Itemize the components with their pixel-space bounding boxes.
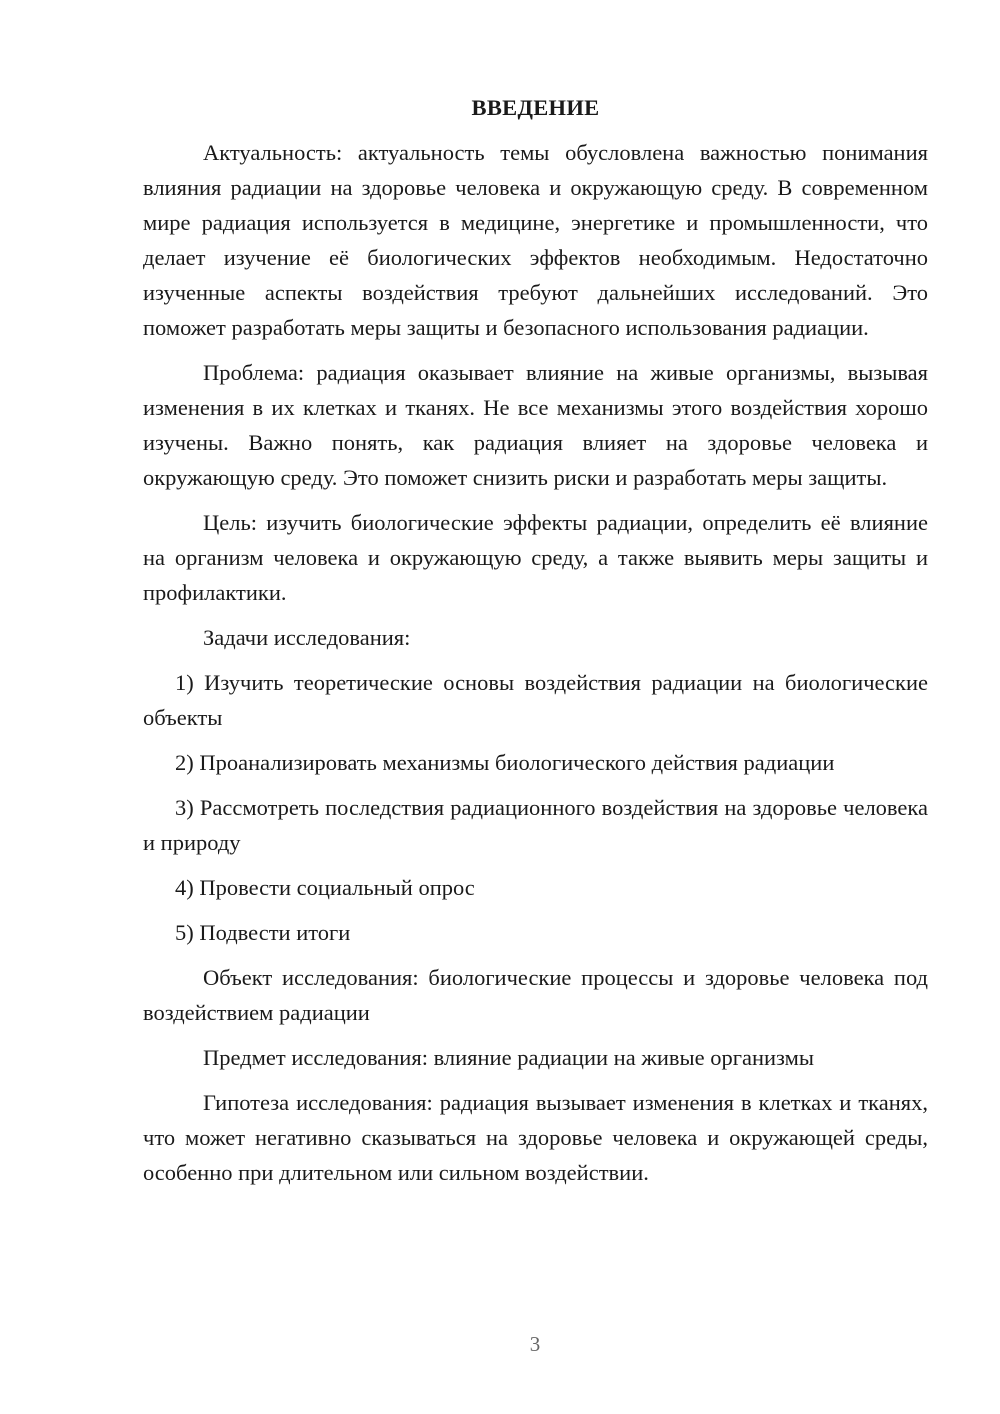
task-item-4: 4) Провести социальный опрос — [175, 875, 475, 900]
page-number: 3 — [529, 1332, 541, 1356]
paragraph-subject: Предмет исследования: влияние радиации на живые организмы — [203, 1045, 814, 1070]
section-title: ВВЕДЕНИЕ — [471, 95, 600, 120]
paragraph-goal: Цель: изучить биологические эффекты радиации, определить её влияние на организм человека и окружающую среду, а также выявить меры защиты и профилактики. — [143, 510, 928, 605]
task-item-5: 5) Подвести итоги — [175, 920, 351, 945]
paragraph-tasks-heading: Задачи исследования: — [203, 625, 411, 650]
paragraph-object: Объект исследования: биологические процессы и здоровье человека под воздействием радиации — [143, 965, 928, 1025]
task-item-3: 3) Рассмотреть последствия радиационного воздействия на здоровье человека и природу — [143, 795, 928, 855]
task-item-1: 1) Изучить теоретические основы воздействия радиации на биологические объекты — [143, 670, 928, 730]
task-item-2: 2) Проанализировать механизмы биологического действия радиации — [175, 750, 835, 775]
page-content — [143, 90, 928, 1200]
paragraph-problem: Проблема: радиация оказывает влияние на живые организмы, вызывая изменения в их клетках и тканях. Не все механизмы этого воздействия хорошо изучены. Важно понять, как радиация влияет на здоровье человека и окружающую среду. Это поможет снизить риски и разработать меры защиты. — [143, 360, 928, 490]
paragraph-hypothesis: Гипотеза исследования: радиация вызывает изменения в клетках и тканях, что может негативно сказываться на здоровье человека и окружающей среды, особенно при длительном или сильном воздействии. — [143, 1090, 928, 1185]
paragraph-relevance: Актуальность: актуальность темы обусловлена важностью понимания влияния радиации на здоровье человека и окружающую среду. В современном мире радиация используется в медицине, энергетике и промышленности, что делает изучение её биологических эффектов необходимым. Недостаточно изученные аспекты воздействия требуют дальнейших исследований. Это поможет разработать меры защиты и безопасного использования радиации. — [143, 140, 928, 340]
